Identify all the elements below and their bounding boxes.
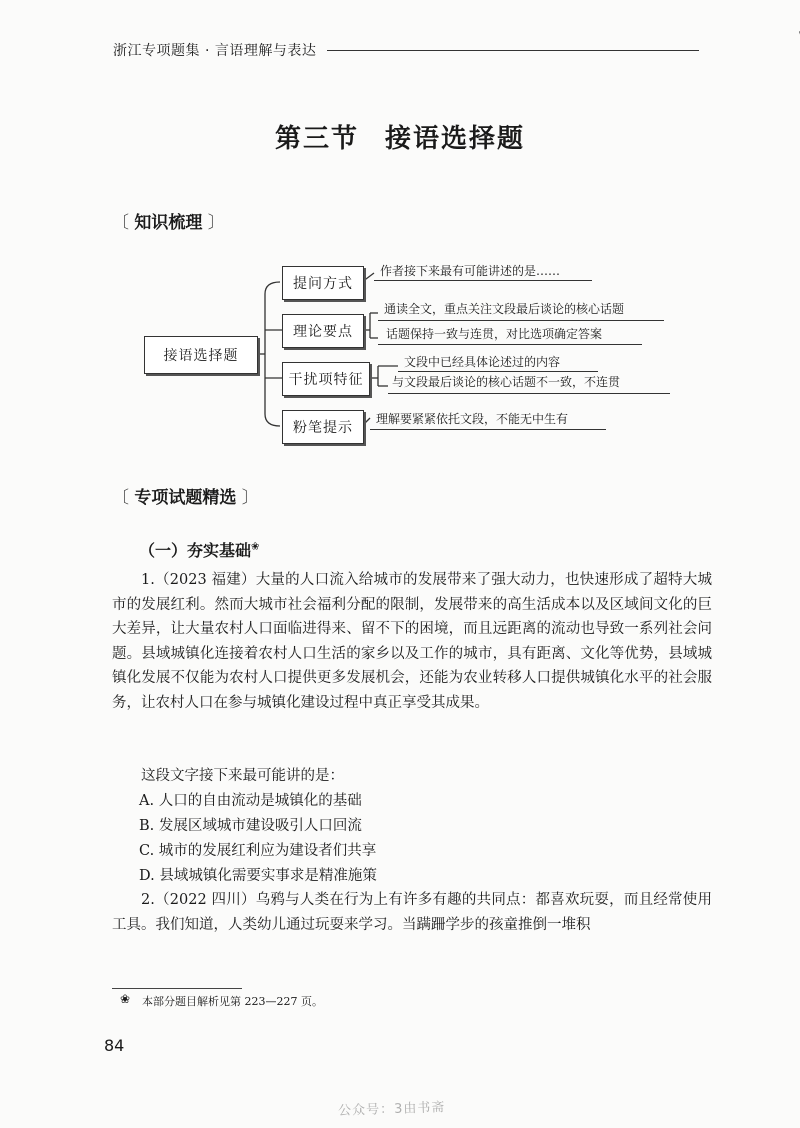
question-1-option-b: B. 发展区域城市建设吸引人口回流 (139, 818, 362, 834)
page-number: 84 (104, 1036, 125, 1055)
header-rule (327, 50, 699, 51)
branch-node-tips: 粉笔提示 (282, 410, 364, 444)
practice-heading-text: 专项试题精选 (134, 488, 237, 508)
question-2-text: 2.（2022 四川）乌鸦与人类在行为上有许多有趣的共同点：都喜欢玩耍，而且经常使用工具。我们知道，人类幼儿通过玩耍来学习。当蹒跚学步的孩童推倒一堆积 (112, 892, 712, 933)
knowledge-heading-text: 知识梳理 (134, 213, 203, 233)
question-1-text: 1.（2023 福建）大量的人口流入给城市的发展带来了强大动力，也快速形成了超特大城市的发展红利。然而大城市社会福利分配的限制，发展带来的高生活成本以及区域间文化的巨大差异，让大量农村人口面临进得来、留不下的困境，而且远距离的流动也导致一系列社会问题。县域城镇化连接着农村人口生活的家乡以及工作的城市，具有距离、文化等优势，县域城镇化发展不仅能为农村人口提供更多发展机会，还能为农业转移人口提供城镇化水平的社会服务，让农村人口在参与城镇化建设过程中真正享受其成果。 (112, 572, 712, 711)
leaf-theory-1: 通读全文，重点关注文段最后谈论的核心话题 (384, 302, 625, 316)
leaf-theory-2: 话题保持一致与连贯，对比选项确定答案 (386, 327, 603, 341)
question-1-option-a: A. 人口的自由流动是城镇化的基础 (139, 793, 362, 809)
question-1-option-c: C. 城市的发展红利应为建设者们共享 (139, 843, 377, 859)
footnote-text: 本部分题目解析见第 223—227 页。 (142, 995, 323, 1008)
footnote-mark-icon: ❀ (120, 992, 131, 1006)
leaf-underline (388, 393, 670, 394)
question-1-prompt: 这段文字接下来最可能讲的是： (141, 768, 344, 784)
practice-heading: 〔 专项试题精选 〕 (112, 488, 259, 508)
section-title (0, 118, 800, 155)
section-number: 第三节 (274, 124, 359, 154)
leaf-tips-1: 理解要紧紧依托文段，不能无中生有 (376, 412, 569, 426)
knowledge-heading: 〔 知识梳理 〕 (112, 213, 225, 233)
leaf-underline (378, 320, 664, 321)
leaf-distractor-2: 与文段最后谈论的核心话题不一致，不连贯 (392, 375, 621, 389)
leaf-underline (378, 344, 642, 345)
flower-mark-icon: ❀ (251, 541, 260, 553)
leaf-underline (374, 280, 592, 281)
root-node: 接语选择题 (144, 336, 258, 374)
section-name: 接语选择题 (385, 124, 526, 154)
footnote-rule (112, 988, 242, 989)
branch-node-theory: 理论要点 (282, 314, 364, 348)
mind-map (130, 258, 690, 438)
subsection-heading (139, 538, 259, 561)
leaf-distractor-1: 文段中已经具体论述过的内容 (404, 355, 561, 369)
header-title: 浙江专项题集 · 言语理解与表达 (113, 43, 317, 59)
running-header (113, 30, 723, 60)
subsection-heading-text: （一）夯实基础 (139, 541, 252, 560)
leaf-questioning-1: 作者接下来最有可能讲述的是…… (380, 264, 561, 278)
question-1-option-d: D. 县域城镇化需要实事求是精准施策 (139, 868, 377, 884)
watermark: 公众号：3由书斋 (337, 1100, 446, 1119)
branch-node-questioning: 提问方式 (282, 266, 364, 300)
branch-node-distractor: 干扰项特征 (282, 362, 370, 396)
leaf-underline (370, 429, 606, 430)
